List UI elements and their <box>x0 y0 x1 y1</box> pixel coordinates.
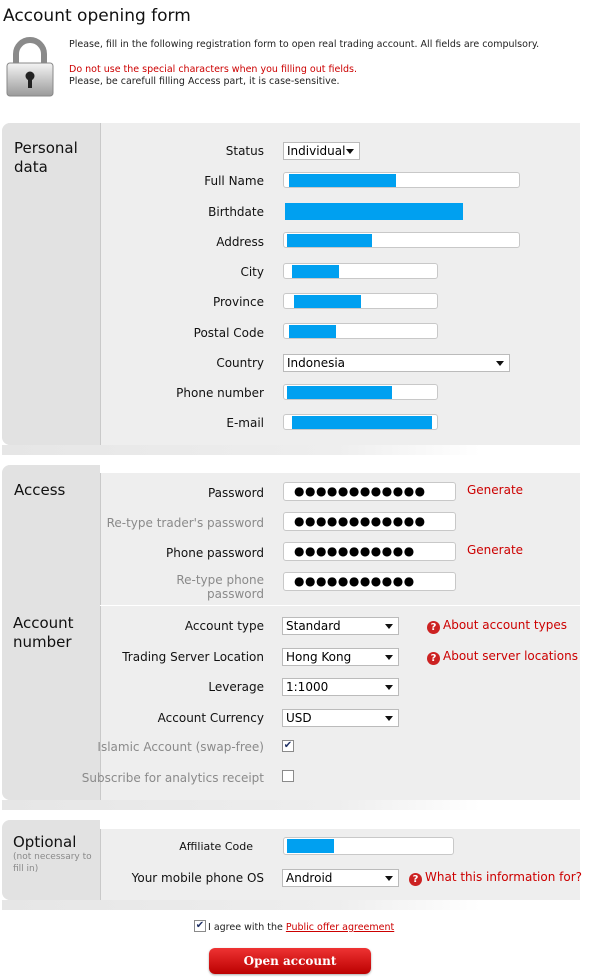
optional-section-title: Optional <box>13 833 77 851</box>
panel-divider <box>2 900 480 910</box>
status-select[interactable] <box>283 142 360 160</box>
affiliate-code-label: Affiliate Code <box>179 840 253 853</box>
islamic-account-label: Islamic Account (swap-free) <box>97 740 264 754</box>
retype-phone-label-line1: Re-type phone <box>176 573 264 587</box>
redacted-value <box>287 234 372 247</box>
password-input[interactable] <box>283 482 456 501</box>
intro-text: Please, fill in the following registration form to open real trading account. All fields are compulsory. <box>69 39 540 50</box>
question-icon: ? <box>409 873 422 886</box>
agree-prefix: I agree with the <box>208 922 283 933</box>
status-value: Individual <box>287 144 346 158</box>
birthdate-selects[interactable] <box>285 203 463 220</box>
chevron-down-icon <box>385 655 393 660</box>
open-account-button[interactable]: Open account <box>209 948 371 974</box>
server-location-value: Hong Kong <box>286 650 352 664</box>
country-select[interactable] <box>283 354 510 372</box>
redacted-value <box>292 265 339 278</box>
chevron-down-icon <box>385 624 393 629</box>
account-title-line2: number <box>13 633 72 651</box>
panel-divider <box>2 445 480 455</box>
generate-password-link[interactable]: Generate <box>467 483 524 497</box>
personal-section-title: Personal data <box>14 139 78 176</box>
phone-password-value: ●●●●●●●●●●● <box>294 544 415 558</box>
account-currency-label: Account Currency <box>157 711 264 725</box>
retype-phone-label <box>24 573 264 601</box>
phone-label: Phone number <box>176 386 264 400</box>
access-panel-top-strip <box>100 465 580 473</box>
about-server-locations-link[interactable] <box>427 649 578 665</box>
city-input[interactable] <box>283 263 438 279</box>
birthdate-label: Birthdate <box>208 205 264 219</box>
analytics-checkbox[interactable] <box>282 770 294 782</box>
retype-phone-input[interactable] <box>283 572 456 591</box>
redacted-value <box>292 416 432 429</box>
redacted-value <box>287 839 334 853</box>
leverage-label: Leverage <box>208 680 264 694</box>
chevron-down-icon <box>385 716 393 721</box>
islamic-account-checkbox[interactable]: ✔ <box>283 740 293 751</box>
full-name-label: Full Name <box>204 174 264 188</box>
chevron-down-icon <box>346 149 354 154</box>
chevron-down-icon <box>385 876 393 881</box>
email-label: E-mail <box>226 416 264 430</box>
account-title-line1: Account <box>13 614 74 632</box>
mobile-os-label: Your mobile phone OS <box>131 871 264 885</box>
address-input[interactable] <box>283 232 520 248</box>
account-divider <box>100 605 580 606</box>
note-text: Please, be carefull filling Access part, it is case-sensitive. <box>69 76 340 87</box>
redacted-value <box>289 174 396 187</box>
account-currency-value: USD <box>286 711 312 725</box>
chevron-down-icon <box>385 685 393 690</box>
generate-phone-password-link[interactable]: Generate <box>467 543 524 557</box>
city-label: City <box>240 265 264 279</box>
account-type-value: Standard <box>286 619 341 633</box>
account-type-select[interactable] <box>282 617 399 635</box>
leverage-value: 1:1000 <box>286 680 329 694</box>
mobile-os-value: Android <box>286 871 333 885</box>
question-icon: ? <box>427 652 440 665</box>
postal-code-label: Postal Code <box>193 326 264 340</box>
retype-phone-value: ●●●●●●●●●●● <box>294 574 415 588</box>
retype-password-input[interactable] <box>283 512 456 531</box>
agree-text <box>208 922 394 933</box>
page-title: Account opening form <box>3 6 191 26</box>
password-label: Password <box>207 486 264 500</box>
phone-input[interactable] <box>283 384 438 400</box>
phone-password-input[interactable] <box>283 542 456 561</box>
about-server-locations-text: About server locations <box>443 649 578 663</box>
retype-password-value: ●●●●●●●●●●●● <box>294 514 426 528</box>
redacted-value <box>294 295 361 308</box>
chevron-down-icon <box>496 361 504 366</box>
mobile-os-select[interactable] <box>282 869 399 887</box>
what-for-link[interactable] <box>409 870 582 886</box>
agree-checkbox[interactable]: ✔ <box>195 920 205 931</box>
padlock-icon <box>4 36 56 98</box>
email-input[interactable] <box>283 414 438 430</box>
province-input[interactable] <box>283 293 438 309</box>
about-account-types-text: About account types <box>443 618 567 632</box>
server-location-label: Trading Server Location <box>122 650 264 664</box>
warning-text: Do not use the special characters when you filling out fields. <box>69 64 357 75</box>
panel-divider <box>2 800 480 810</box>
account-currency-select[interactable] <box>282 709 399 727</box>
analytics-label: Subscribe for analytics receipt <box>81 771 264 785</box>
about-account-types-link[interactable] <box>427 618 567 634</box>
question-icon: ? <box>427 621 440 634</box>
retype-phone-label-line2: password <box>207 587 264 601</box>
account-type-label: Account type <box>184 619 264 633</box>
country-value: Indonesia <box>287 356 346 370</box>
access-section-title: Access <box>14 481 66 499</box>
optional-panel-top-strip <box>100 820 580 829</box>
what-for-text: What this information for? <box>425 870 582 884</box>
redacted-value <box>287 386 392 399</box>
postal-code-input[interactable] <box>283 323 438 339</box>
optional-section-subtitle: (not necessary to fill in) <box>13 852 92 874</box>
server-location-select[interactable] <box>282 648 399 666</box>
status-label: Status <box>225 144 264 158</box>
phone-password-label: Phone password <box>166 546 264 560</box>
redacted-value <box>289 325 336 338</box>
public-offer-link[interactable]: Public offer agreement <box>285 922 395 933</box>
retype-password-label: Re-type trader's password <box>106 516 264 530</box>
province-label: Province <box>212 295 264 309</box>
affiliate-code-input[interactable] <box>283 837 454 855</box>
full-name-input[interactable] <box>283 172 520 188</box>
password-value: ●●●●●●●●●●●● <box>294 484 426 498</box>
country-label: Country <box>216 356 264 370</box>
leverage-select[interactable] <box>282 678 399 696</box>
address-label: Address <box>216 235 264 249</box>
